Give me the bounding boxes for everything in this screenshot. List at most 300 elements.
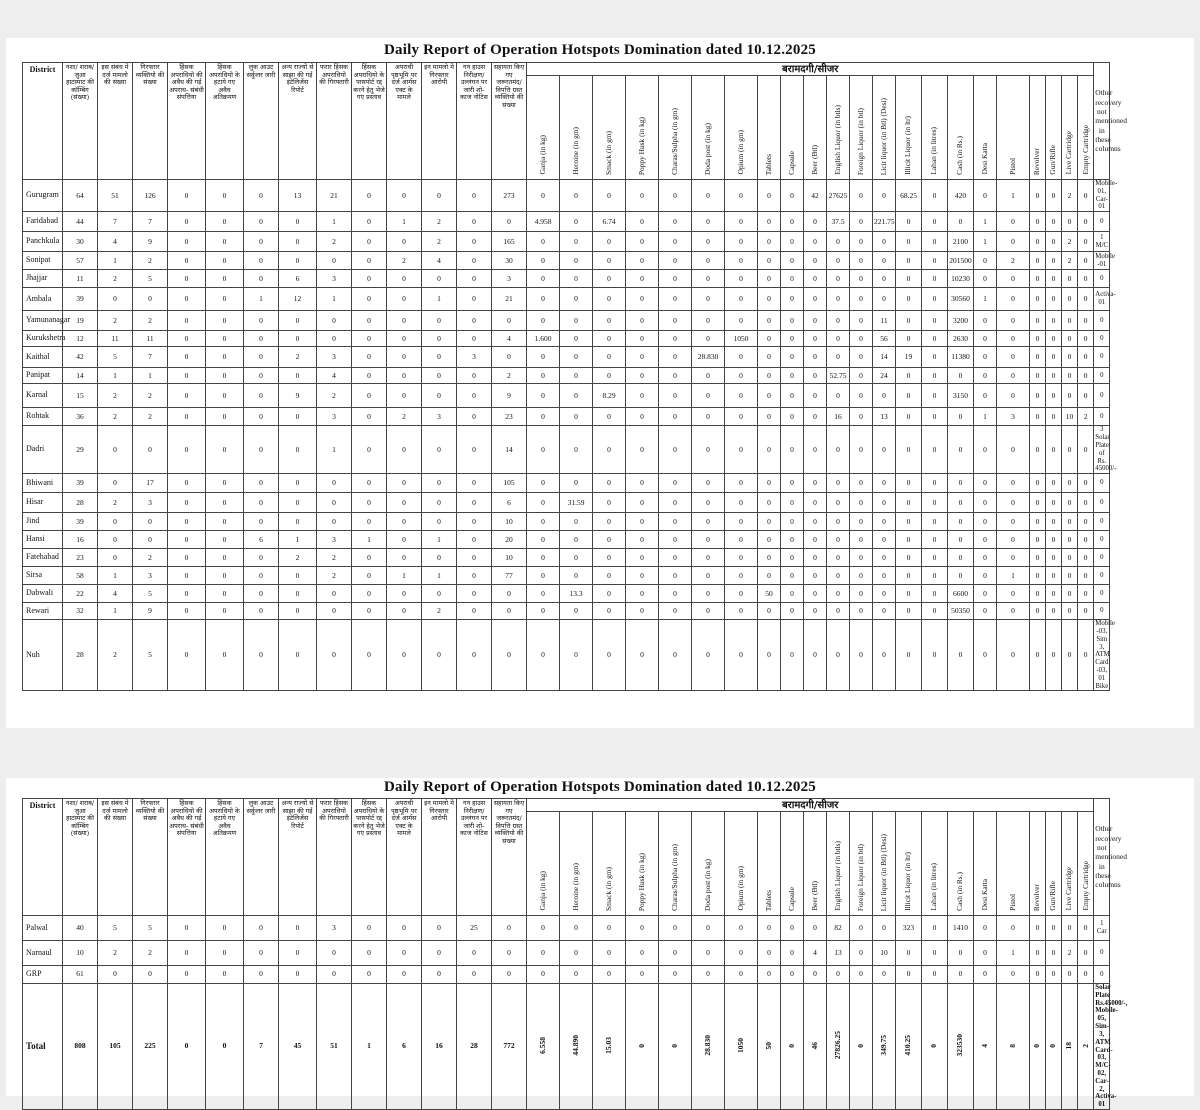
table-cell: 0 <box>1078 603 1094 620</box>
table-cell: 0 <box>725 620 758 691</box>
table-cell: 25 <box>457 916 492 941</box>
table-cell: 0 <box>352 232 387 252</box>
table-cell: 0 <box>560 347 593 368</box>
table-cell: 0 <box>725 408 758 426</box>
other-recovery-cell: Mobile -01 <box>1095 252 1115 268</box>
table-cell: 0 <box>317 585 352 603</box>
total-cell <box>1078 984 1094 1110</box>
header-seizure-label: Licit liquor (in Btl) (Desi) <box>878 97 888 175</box>
table-cell: 2 <box>1062 941 1078 966</box>
header-seizure-licit-liquor <box>873 76 896 180</box>
table-cell: 0 <box>527 368 560 384</box>
table-cell: 0 <box>922 368 948 384</box>
table-cell: 5 <box>133 270 168 288</box>
table-cell: 0 <box>317 966 352 984</box>
table-cell: 10 <box>873 941 896 966</box>
district-name: Nuh <box>23 620 63 691</box>
table-cell: 0 <box>98 966 133 984</box>
table-cell: 0 <box>692 212 725 232</box>
table-cell: 0 <box>527 474 560 493</box>
table-cell: 0 <box>758 567 781 585</box>
table-cell: 0 <box>279 368 317 384</box>
table-cell: 0 <box>457 252 492 270</box>
table-cell: 0 <box>560 270 593 288</box>
table-cell: 0 <box>492 916 527 941</box>
table-cell: 0 <box>781 531 804 549</box>
table-cell: 0 <box>1030 384 1046 408</box>
table-cell: 0 <box>1078 426 1094 474</box>
table-cell: 0 <box>922 288 948 311</box>
table-cell: 0 <box>948 549 974 567</box>
table-cell: 0 <box>1046 603 1062 620</box>
table-cell: 0 <box>827 585 850 603</box>
header-metric-5: हिंसक अपराधियो के हटाये गए अवैध अतिक्रमण <box>206 63 244 180</box>
header-seizure-gun-rifle <box>1046 812 1062 916</box>
header-seizure-label: Empty Cartridge <box>1080 861 1090 911</box>
header-seizure-label: Pistol <box>1007 157 1017 175</box>
table-cell: 0 <box>781 916 804 941</box>
table-cell: 0 <box>527 916 560 941</box>
table-cell: 2 <box>317 384 352 408</box>
table-cell: 0 <box>850 585 873 603</box>
table-cell: 0 <box>873 384 896 408</box>
table-cell: 2 <box>422 212 457 232</box>
table-cell: 0 <box>873 513 896 531</box>
table-cell: 0 <box>168 620 206 691</box>
table-cell: 0 <box>560 620 593 691</box>
table-cell: 0 <box>244 513 279 531</box>
table-cell: 0 <box>804 426 827 474</box>
table-cell: 0 <box>827 331 850 347</box>
table-cell: 0 <box>168 384 206 408</box>
table-cell: 0 <box>850 941 873 966</box>
table-cell: 0 <box>279 408 317 426</box>
table-cell: 0 <box>626 180 659 212</box>
header-other-recovery: Other recovery not mentioned in these columns <box>1094 799 1110 916</box>
district-name: Hansi <box>23 531 63 549</box>
table-cell: 0 <box>560 232 593 252</box>
table-cell: 0 <box>387 966 422 984</box>
table-cell: 0 <box>850 474 873 493</box>
table-cell: 2 <box>997 252 1030 270</box>
total-cell <box>527 984 560 1110</box>
header-seizure-tablets <box>758 76 781 180</box>
table-cell: 0 <box>352 513 387 531</box>
table-cell: 0 <box>850 567 873 585</box>
table-cell: 0 <box>560 252 593 270</box>
header-seizure-opium <box>725 812 758 916</box>
table-cell: 0 <box>626 270 659 288</box>
table-cell: 0 <box>457 966 492 984</box>
table-cell: 0 <box>1030 368 1046 384</box>
table-cell: 0 <box>387 368 422 384</box>
table-cell: 0 <box>896 567 922 585</box>
total-cell <box>1062 984 1078 1110</box>
table-cell: 15 <box>63 384 98 408</box>
table-cell: 0 <box>896 966 922 984</box>
table-cell: 0 <box>352 620 387 691</box>
table-cell: 0 <box>692 513 725 531</box>
total-value: 28.830 <box>702 1035 712 1056</box>
table-cell: 0 <box>974 513 997 531</box>
table-cell: 0 <box>593 941 626 966</box>
table-cell: 2 <box>98 493 133 513</box>
table-cell: 14 <box>63 368 98 384</box>
table-row <box>23 252 1181 270</box>
table-cell: 2100 <box>948 232 974 252</box>
table-cell: 0 <box>974 585 997 603</box>
table-cell: 0 <box>626 347 659 368</box>
table-cell: 0 <box>1046 180 1062 212</box>
table-cell: 0 <box>1062 916 1078 941</box>
table-cell: 1 <box>974 232 997 252</box>
table-cell: 0 <box>873 270 896 288</box>
header-seizure-lahan <box>922 76 948 180</box>
table-cell: 0 <box>896 212 922 232</box>
total-label: Total <box>23 984 63 1110</box>
table-cell: 0 <box>527 531 560 549</box>
table-cell: 0 <box>352 331 387 347</box>
table-cell: 0 <box>692 331 725 347</box>
header-metric-11: इन मामलो मे गिरफ्तार आरोपी <box>422 799 457 916</box>
table-cell: 0 <box>804 408 827 426</box>
table-cell: 0 <box>593 620 626 691</box>
table-cell: 0 <box>527 426 560 474</box>
header-metric-7: अन्य राज्यो से साझा की गई इंटेलिजेंस रिपोर्ट <box>279 799 317 916</box>
other-recovery-cell: 0 <box>1094 408 1110 426</box>
header-seizure-poppy-husk <box>626 812 659 916</box>
table-cell: 0 <box>352 603 387 620</box>
table-cell: 0 <box>387 493 422 513</box>
table-cell: 0 <box>974 331 997 347</box>
table-cell: 0 <box>279 212 317 232</box>
table-cell: 0 <box>1046 474 1062 493</box>
table-cell: 1 <box>244 288 279 311</box>
table-cell: 0 <box>692 916 725 941</box>
table-cell: 0 <box>457 368 492 384</box>
table-cell: 0 <box>692 620 725 691</box>
table-cell: 0 <box>244 180 279 212</box>
district-name: Panchkula <box>23 232 63 252</box>
table-cell: 0 <box>1030 966 1046 984</box>
table-cell: 0 <box>997 311 1030 331</box>
table-cell: 0 <box>492 603 527 620</box>
table-cell: 0 <box>725 941 758 966</box>
total-cell <box>922 984 948 1110</box>
header-seizure-beer <box>804 812 827 916</box>
header-seizure-label: Doda post (in kg) <box>702 122 712 175</box>
table-cell: 0 <box>387 384 422 408</box>
header-seizure-smack <box>593 76 626 180</box>
table-cell: 0 <box>457 270 492 288</box>
table-cell: 0 <box>593 474 626 493</box>
table-cell: 0 <box>781 288 804 311</box>
table-cell: 0 <box>244 368 279 384</box>
header-seizure-label: Heroine (in gm) <box>570 863 580 911</box>
table-cell: 0 <box>560 311 593 331</box>
table-cell: 0 <box>168 474 206 493</box>
table-cell: 0 <box>725 347 758 368</box>
table-cell: 0 <box>692 966 725 984</box>
table-row <box>23 567 1181 585</box>
header-seizure-label: Revolver <box>1032 147 1042 175</box>
table-cell: 0 <box>659 620 692 691</box>
table-cell: 0 <box>873 603 896 620</box>
table-cell: 0 <box>422 620 457 691</box>
table-cell: 0 <box>725 288 758 311</box>
header-seizure-revolver <box>1030 812 1046 916</box>
header-seizure-label: Heroine (in gm) <box>570 127 580 175</box>
header-seizure-label: Ganja (in kg) <box>537 871 547 911</box>
table-cell: 0 <box>974 368 997 384</box>
other-recovery-cell: 1 Car <box>1094 916 1110 941</box>
table-cell: 3 <box>317 347 352 368</box>
table-cell: 0 <box>244 603 279 620</box>
table-cell: 0 <box>1078 180 1094 212</box>
table-cell: 21 <box>492 288 527 311</box>
table-cell: 0 <box>593 426 626 474</box>
header-other-recovery: Other recovery not mentioned in these columns <box>1094 63 1110 180</box>
table-cell: 0 <box>804 620 827 691</box>
table-cell: 0 <box>279 941 317 966</box>
table-cell: 0 <box>387 916 422 941</box>
table-cell: 2 <box>98 941 133 966</box>
table-cell: 0 <box>317 603 352 620</box>
total-value: 6.558 <box>537 1036 547 1054</box>
table-cell: 0 <box>850 288 873 311</box>
header-seizure-label: Cash (in Rs.) <box>955 871 965 911</box>
table-cell: 39 <box>63 288 98 311</box>
header-seizure-label: Gun/Rifle <box>1048 881 1058 911</box>
header-seizure-label: Smack (in gm) <box>603 866 613 911</box>
table-cell: 323 <box>896 916 922 941</box>
table-cell: 0 <box>758 916 781 941</box>
table-cell: 0 <box>974 270 997 288</box>
table-cell: 0 <box>168 331 206 347</box>
table-cell: 0 <box>922 408 948 426</box>
other-recovery-cell: 0 <box>1094 493 1110 513</box>
table-cell: 0 <box>896 493 922 513</box>
table-cell: 0 <box>422 368 457 384</box>
table-cell: 0 <box>1078 585 1094 603</box>
table-cell: 0 <box>527 384 560 408</box>
header-seizure-label: Charas/Sulpha (in gm) <box>669 107 679 175</box>
table-cell: 1 <box>974 408 997 426</box>
table-cell: 0 <box>244 916 279 941</box>
table-cell: 5 <box>133 585 168 603</box>
table-cell: 6 <box>492 493 527 513</box>
total-value: 0 <box>855 1043 865 1048</box>
table-cell: 0 <box>827 513 850 531</box>
table-cell: 0 <box>492 347 527 368</box>
table-cell: 0 <box>1062 368 1078 384</box>
header-metric-2: इस संबंध मे दर्ज मामलो की संख्या <box>98 63 133 180</box>
table-cell: 0 <box>1046 620 1062 691</box>
table-cell: 28.830 <box>692 347 725 368</box>
table-cell: 0 <box>457 549 492 567</box>
table-cell: 0 <box>244 620 279 691</box>
table-cell: 0 <box>422 311 457 331</box>
table-cell: 42 <box>804 180 827 212</box>
table-cell: 2 <box>317 232 352 252</box>
table-cell: 0 <box>781 347 804 368</box>
header-seizure-label: Empty Cartridge <box>1080 125 1090 175</box>
table-cell: 4 <box>804 941 827 966</box>
total-cell <box>948 984 974 1110</box>
table-cell: 0 <box>1062 426 1078 474</box>
table-cell: 0 <box>692 368 725 384</box>
table-cell: 0 <box>457 384 492 408</box>
header-seizure-label: Opium (in gm) <box>735 866 745 911</box>
total-cell <box>827 984 850 1110</box>
table-cell: 0 <box>457 288 492 311</box>
table-cell: 21 <box>317 180 352 212</box>
table-cell: 0 <box>827 426 850 474</box>
table-cell: 0 <box>206 384 244 408</box>
total-value: 349.75 <box>878 1035 888 1056</box>
district-name: Kurukshetra <box>23 331 63 347</box>
table-cell: 0 <box>352 212 387 232</box>
table-cell: 0 <box>352 916 387 941</box>
table-cell: 1050 <box>725 331 758 347</box>
header-seizure-doda-post <box>692 76 725 180</box>
table-cell: 0 <box>168 549 206 567</box>
table-cell: 0 <box>725 474 758 493</box>
table-cell: 0 <box>626 603 659 620</box>
other-recovery-cell: 3 Solar Plate of Rs. 45000/- <box>1095 426 1117 473</box>
table-cell: 0 <box>827 531 850 549</box>
table-cell: 0 <box>659 513 692 531</box>
table-row <box>23 384 1181 408</box>
header-seizure-label: Cash (in Rs.) <box>955 135 965 175</box>
table-cell: 0 <box>133 966 168 984</box>
table-cell: 0 <box>692 426 725 474</box>
table-cell: 0 <box>758 531 781 549</box>
table-cell: 0 <box>781 180 804 212</box>
table-cell: 0 <box>422 331 457 347</box>
header-seizure-poppy-husk <box>626 76 659 180</box>
header-metric-2: इस संबंध मे दर्ज मामलो की संख्या <box>98 799 133 916</box>
table-cell: 0 <box>98 531 133 549</box>
header-seizure-charas-sulpha <box>659 812 692 916</box>
table-cell: 0 <box>626 916 659 941</box>
table-cell: 0 <box>692 493 725 513</box>
header-metric-8: फरार हिंसक अपराधियो की गिरफ्तारी <box>317 799 352 916</box>
table-cell: 0 <box>804 252 827 270</box>
table-cell: 0 <box>922 474 948 493</box>
table-cell: 0 <box>692 474 725 493</box>
table-cell: 61 <box>63 966 98 984</box>
table-cell: 0 <box>804 311 827 331</box>
other-recovery-cell: Activa-01 <box>1094 288 1110 311</box>
table-cell: 0 <box>1046 270 1062 288</box>
table-cell: 19 <box>63 311 98 331</box>
table-cell: 0 <box>206 585 244 603</box>
table-cell: 0 <box>804 384 827 408</box>
table-cell: 0 <box>758 384 781 408</box>
table-cell: 0 <box>1030 288 1046 311</box>
table-cell: 0 <box>279 966 317 984</box>
table-cell: 1 <box>98 603 133 620</box>
table-cell: 0 <box>922 567 948 585</box>
table-cell: 3 <box>317 916 352 941</box>
table-cell: 0 <box>352 180 387 212</box>
header-seizure-foreign-liquor <box>850 812 873 916</box>
header-seizure-doda-post <box>692 812 725 916</box>
table-cell: 3150 <box>948 384 974 408</box>
table-cell: 0 <box>206 311 244 331</box>
table-cell: 11 <box>133 331 168 347</box>
table-cell: 0 <box>997 368 1030 384</box>
table-cell: 0 <box>168 603 206 620</box>
table-cell: 2 <box>1062 180 1078 212</box>
table-cell: 0 <box>659 426 692 474</box>
table-cell: 0 <box>850 493 873 513</box>
table-cell: 0 <box>850 426 873 474</box>
table-cell: 0 <box>1030 941 1046 966</box>
table-cell: 0 <box>168 513 206 531</box>
table-cell: 0 <box>896 426 922 474</box>
table-cell: 1 <box>422 531 457 549</box>
table-cell: 0 <box>387 331 422 347</box>
table-cell: 0 <box>1046 549 1062 567</box>
table-cell: 221.75 <box>873 212 896 232</box>
header-metric-10: अपराधी पृष्ठभूमि पर दर्ज आर्मस एक्ट के मामले <box>387 799 422 916</box>
table-cell: 0 <box>873 180 896 212</box>
table-cell: 0 <box>974 549 997 567</box>
table-cell: 0 <box>692 232 725 252</box>
table-cell: 20 <box>492 531 527 549</box>
table-cell: 0 <box>974 531 997 549</box>
table-cell: 0 <box>804 331 827 347</box>
header-metric-9: हिंसक अपराधियो के पासपोर्ट रद्द करने हेतु भेजे गए प्रस्ताव <box>352 63 387 180</box>
table-cell: 0 <box>922 384 948 408</box>
table-cell: 0 <box>422 966 457 984</box>
table-cell: 0 <box>1046 347 1062 368</box>
other-recovery-cell: 0 <box>1094 603 1110 620</box>
table-cell: 50 <box>758 585 781 603</box>
table-cell: 0 <box>827 493 850 513</box>
table-cell: 3 <box>457 347 492 368</box>
table-cell: 0 <box>98 288 133 311</box>
table-cell: 0 <box>659 347 692 368</box>
table-cell: 0 <box>692 270 725 288</box>
table-cell: 0 <box>974 941 997 966</box>
table-cell: 23 <box>63 549 98 567</box>
table-cell: 0 <box>593 252 626 270</box>
total-cell <box>1046 984 1062 1110</box>
table-cell: 0 <box>659 288 692 311</box>
table-cell: 13 <box>827 941 850 966</box>
table-cell: 19 <box>896 347 922 368</box>
header-seizure-capsule <box>781 76 804 180</box>
total-value: 0 <box>669 1043 679 1048</box>
table-cell: 0 <box>922 270 948 288</box>
table-cell: 0 <box>527 585 560 603</box>
table-cell: 0 <box>422 549 457 567</box>
table-cell: 0 <box>626 513 659 531</box>
table-cell: 0 <box>1078 270 1094 288</box>
table-cell: 27625 <box>827 180 850 212</box>
table-cell: 0 <box>827 347 850 368</box>
table-cell: 0 <box>279 513 317 531</box>
table-cell: 12 <box>279 288 317 311</box>
table-cell: 0 <box>896 603 922 620</box>
table-cell: 0 <box>1062 620 1078 691</box>
header-seizure-group: बरामदगी/सीजर <box>527 63 1094 76</box>
table-cell: 0 <box>244 941 279 966</box>
table-cell: 0 <box>659 916 692 941</box>
